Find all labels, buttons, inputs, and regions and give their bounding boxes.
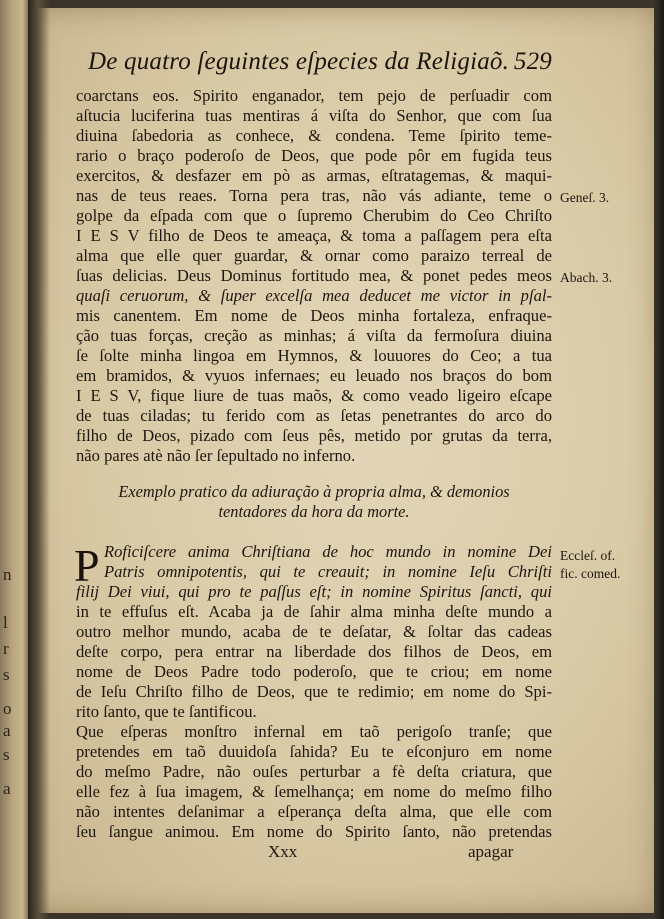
- text-line: do meſmo Padre, não ouſes perturbar a fè deſta criatura, que: [76, 762, 552, 781]
- facing-page-fragment: o: [3, 699, 12, 718]
- gutter-shadow: [28, 0, 50, 919]
- text-line: filho de Deos, pizado com ſeus pês, metido por grutas da terra,: [76, 426, 552, 445]
- running-head: [88, 48, 552, 76]
- facing-page-fragment: s: [3, 745, 10, 764]
- book-page: [30, 8, 658, 913]
- text-line: I E S V filho de Deos te ameaça, & toma a paſſagem pera eſta: [76, 226, 552, 245]
- text-line: Roficiſcere anima Chriſtiana de hoc mundo in nomine Dei: [104, 542, 552, 561]
- drop-cap: P: [74, 540, 100, 591]
- text-line: não pares atè não ſer ſepultado no inferno.: [76, 446, 356, 465]
- text-line: de Ieſu Chriſto filho de Deos, que te redimio; em nome do Spi-: [76, 682, 552, 701]
- margin-note-abacuc: Abach. 3.: [560, 270, 613, 285]
- text-line: pretendes em taõ duuidoſa ſahida? Eu te eſconjuro em nome: [76, 742, 552, 761]
- section-heading-line: Exemplo pratico da adiuração à propria alma, & demonios: [118, 482, 510, 501]
- text-line: nas de teus reaes. Torna pera tras, não vás adiante, teme o: [76, 186, 552, 205]
- text-line: diuina ſabedoria as conhece, & condena. Teme ſpirito teme-: [76, 126, 552, 145]
- text-line: exercitos, & desfazer em pò as armas, eſtratagemas, & maqui-: [76, 166, 552, 185]
- facing-page-fragment: l: [3, 613, 8, 632]
- text-line: nome de Deos Padre todo poderoſo, que te criou; em nome: [76, 662, 552, 681]
- signature-mark: Xxx: [268, 842, 298, 861]
- text-line: ſe ſolte minha lingoa em Hymnos, & louuores do Ceo; a tua: [76, 346, 552, 365]
- margin-note-genesis: Geneſ. 3.: [560, 190, 610, 205]
- text-line: deſte corpo, pera entrar na liberdade dos filhos de Deos, em: [76, 642, 552, 661]
- facing-page-edge: [0, 0, 30, 919]
- text-line: quaſi ceruorum, & ſuper excelſa mea deducet me victor in pſal-: [76, 286, 552, 305]
- page-number: 529: [513, 48, 552, 75]
- text-line: in te effuſus eſt. Acaba ja de ſahir alma minha deſte mundo a: [76, 602, 552, 621]
- text-line: Que eſperas monſtro infernal em taõ perigoſo tranſe; que: [76, 722, 552, 741]
- catchword: apagar: [468, 842, 514, 861]
- facing-page-fragment: r: [3, 639, 9, 658]
- text-line: não intentes deſanimar a eſperança deſta alma, que elle com: [76, 802, 552, 821]
- text-line: mis canentem. Em nome de Deos minha fortaleza, enfraque-: [76, 306, 552, 325]
- facing-page-fragment: s: [3, 665, 10, 684]
- facing-page-fragment: n: [3, 565, 12, 584]
- text-line: ſuas delicias. Deus Dominus fortitudo mea, & ponet pedes meos: [76, 266, 552, 285]
- facing-page-fragment: a: [3, 721, 11, 740]
- page-edge-shadow: [654, 0, 664, 919]
- text-line: golpe da eſpada com que o ſupremo Cherubim do Ceo Chriſto: [76, 206, 552, 225]
- text-line: ſeu ſangue animou. Em nome do Spirito ſanto, não pretendas: [76, 822, 552, 841]
- text-line: em bramidos, & vyuos infernaes; eu leuado nos braços do bom: [76, 366, 552, 385]
- text-line: rario o braço poderoſo de Deos, que pode pôr em fugida teus: [76, 146, 552, 165]
- text-line: Patris omnipotentis, qui te creauit; in nomine Ieſu Chriſti: [104, 562, 552, 581]
- running-head-title: De quatro ſeguintes eſpecies da Religiaõ.: [88, 48, 510, 75]
- margin-note-eccles: fic. comed.: [560, 566, 621, 581]
- text-line: alma que elle quer guardar, & ornar como paraizo terreal de: [76, 246, 552, 265]
- text-line: filij Dei viui, qui pro te paſſus eſt; in nomine Spiritus ſancti, qui: [76, 582, 552, 601]
- text-line: aſtucia luciferina tuas mentiras á viſta do Senhor, que com ſua: [76, 106, 552, 125]
- section-heading-line: tentadores da hora da morte.: [218, 502, 410, 521]
- facing-page-fragment: a: [3, 779, 11, 798]
- text-line: rito ſanto, que te ſantificou.: [76, 702, 257, 721]
- text-line: coarctans eos. Spirito enganador, tem pejo de perſuadir com: [76, 86, 552, 105]
- text-line: outro melhor mundo, acaba de te deſatar, & ſoltar das cadeas: [76, 622, 552, 641]
- margin-note-eccles: Eccleſ. of.: [560, 548, 616, 563]
- text-line: elle fez à ſua imagem, & ſemelhança; em nome do meſmo filho: [76, 782, 552, 801]
- text-line: de tuas ciladas; tu ferido com as ſetas penetrantes do arco do: [76, 406, 552, 425]
- text-line: ção tuas forças, creção as minhas; á viſta da fermoſura diuina: [76, 326, 552, 345]
- text-line: I E S V, fique liure de tuas maõs, & como veado ligeiro eſcape: [76, 386, 552, 405]
